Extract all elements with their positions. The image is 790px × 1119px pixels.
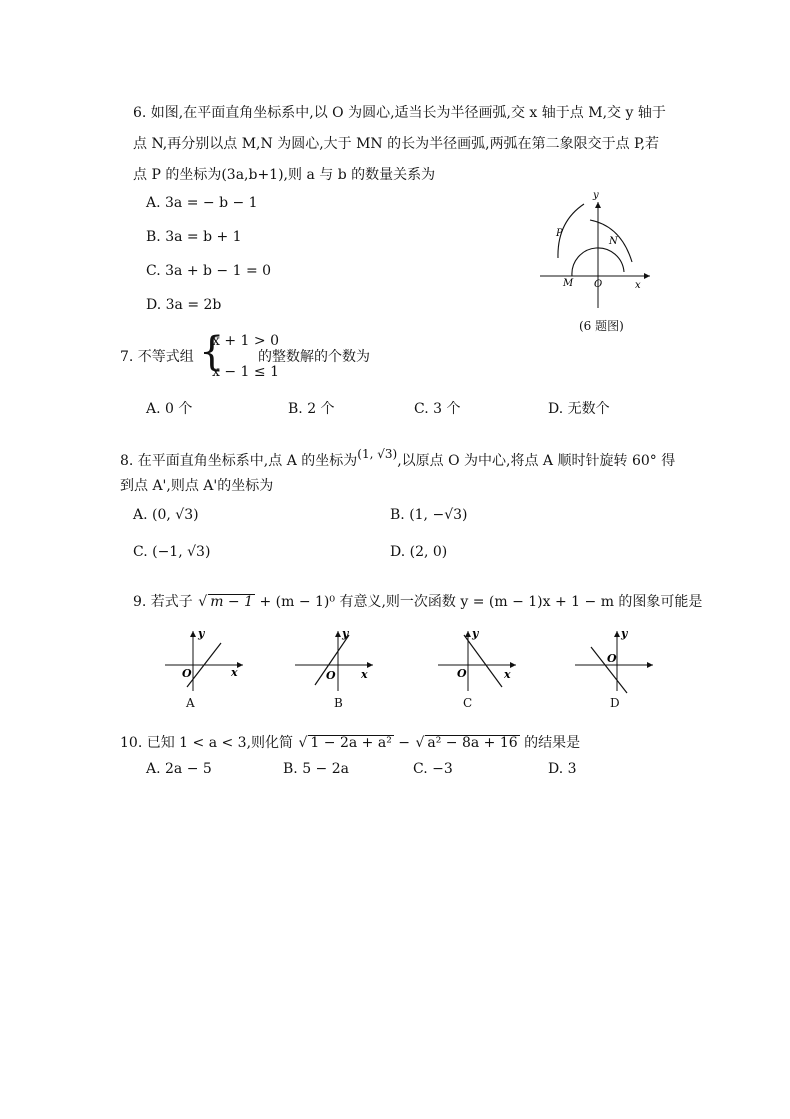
graph-a-x-label: x: [231, 666, 238, 679]
graph-c-line: [464, 635, 502, 687]
graph-d-label: D: [610, 696, 620, 710]
q7-prefix: 7. 不等式组: [120, 349, 194, 365]
graph-d-x-arrow-icon: [647, 662, 653, 668]
q6-figure-caption: (6 题图): [579, 319, 624, 333]
fig6-p-label: P: [556, 228, 563, 239]
q9-line: [133, 591, 702, 611]
q8-line1: [120, 447, 676, 470]
graph-b-label: B: [334, 696, 343, 710]
q7-option-c: C. 3 个: [414, 401, 461, 417]
graph-a-label: A: [186, 696, 195, 710]
q6-line2: 点 N,再分别以点 M,N 为圆心,大于 MN 的长为半径画弧,两弧在第二象限交于点 P,若: [133, 136, 660, 152]
q8-option-d: D. (2, 0): [390, 544, 448, 560]
q10-option-a: A. 2a − 5: [146, 761, 212, 777]
q10-line: [120, 732, 580, 752]
graph-c-y-arrow-icon: [465, 631, 471, 637]
q8-option-b: B. (1, −√3): [390, 507, 468, 523]
q6-line3: 点 P 的坐标为(3a,b+1),则 a 与 b 的数量关系为: [133, 167, 436, 183]
q8-line2: 到点 A',则点 A'的坐标为: [120, 478, 274, 494]
q7-option-b: B. 2 个: [288, 401, 335, 417]
q10-prefix: 10. 已知 1 < a < 3,则化简: [120, 735, 294, 751]
graph-c-o-label: O: [457, 667, 467, 680]
graph-b-o-label: O: [326, 669, 336, 682]
graph-c: [436, 625, 521, 695]
graph-c-x-arrow-icon: [510, 662, 516, 668]
q8-option-a: A. (0, √3): [133, 507, 199, 523]
fig6-y-label: y: [593, 190, 599, 201]
q6-line1: 6. 如图,在平面直角坐标系中,以 O 为圆心,适当长为半径画弧,交 x 轴于点 M,交 y 轴于: [133, 105, 666, 121]
q7-ineq2: x − 1 ≤ 1: [212, 364, 279, 380]
graph-a: [163, 625, 248, 695]
radical-icon: √: [198, 594, 208, 610]
graph-d-y-label: y: [621, 627, 628, 640]
q10-rad1: 1 − 2a + a²: [310, 735, 392, 751]
graph-a-o-label: O: [182, 667, 192, 680]
q8-line1a: 8. 在平面直角坐标系中,点 A 的坐标为: [120, 453, 358, 469]
graph-c-label: C: [463, 696, 473, 710]
graph-d-y-arrow-icon: [614, 631, 620, 637]
q7-suffix: 的整数解的个数为: [258, 349, 370, 365]
q10-rad2: a² − 8a + 16: [427, 735, 518, 751]
q6-option-d: D. 3a = 2b: [146, 297, 222, 313]
graph-d: [573, 625, 658, 695]
q7-brace: {: [199, 329, 225, 375]
q6-option-a: A. 3a = − b − 1: [146, 195, 258, 211]
graph-b-x-arrow-icon: [367, 662, 373, 668]
q8-coord: (1, √3): [357, 447, 398, 461]
y-arrow-icon: [595, 202, 601, 208]
fig6-x-label: x: [635, 280, 641, 291]
fig6-m-label: M: [563, 278, 574, 289]
q8-line1b: ,以原点 O 为中心,将点 A 顺时针旋转 60° 得: [397, 453, 676, 469]
q7-option-d: D. 无数个: [548, 401, 610, 417]
graph-b-y-label: y: [342, 627, 349, 640]
q9-radicand: m − 1: [210, 594, 254, 610]
q10-minus: −: [393, 735, 415, 751]
fig6-o-label: O: [594, 279, 603, 290]
q8-option-c: C. (−1, √3): [133, 544, 211, 560]
q7-option-a: A. 0 个: [146, 401, 193, 417]
graph-b-x-label: x: [361, 668, 368, 681]
q10-suffix: 的结果是: [519, 735, 581, 751]
graph-a-y-arrow-icon: [190, 631, 196, 637]
q6-option-c: C. 3a + b − 1 = 0: [146, 263, 272, 279]
q7-ineq1: x + 1 > 0: [212, 333, 279, 349]
radical-icon-1: √: [298, 735, 308, 751]
fig6-n-label: N: [609, 236, 618, 247]
graph-a-x-arrow-icon: [237, 662, 243, 668]
q9-rest: + (m − 1)⁰ 有意义,则一次函数 y = (m − 1)x + 1 − m 的图象可能是: [255, 594, 703, 610]
graph-c-y-label: y: [472, 627, 479, 640]
x-arrow-icon: [644, 273, 650, 279]
q10-option-c: C. −3: [413, 761, 453, 777]
graph-c-x-label: x: [504, 668, 511, 681]
graph-a-y-label: y: [198, 627, 205, 640]
q6-figure: [535, 190, 660, 310]
q6-option-b: B. 3a = b + 1: [146, 229, 242, 245]
graph-b-y-arrow-icon: [335, 631, 341, 637]
radical-icon-2: √: [415, 735, 425, 751]
q10-option-b: B. 5 − 2a: [283, 761, 349, 777]
q9-prefix: 9. 若式子: [133, 594, 193, 610]
graph-b: [293, 625, 378, 695]
q10-option-d: D. 3: [548, 761, 577, 777]
graph-d-o-label: O: [607, 652, 617, 665]
